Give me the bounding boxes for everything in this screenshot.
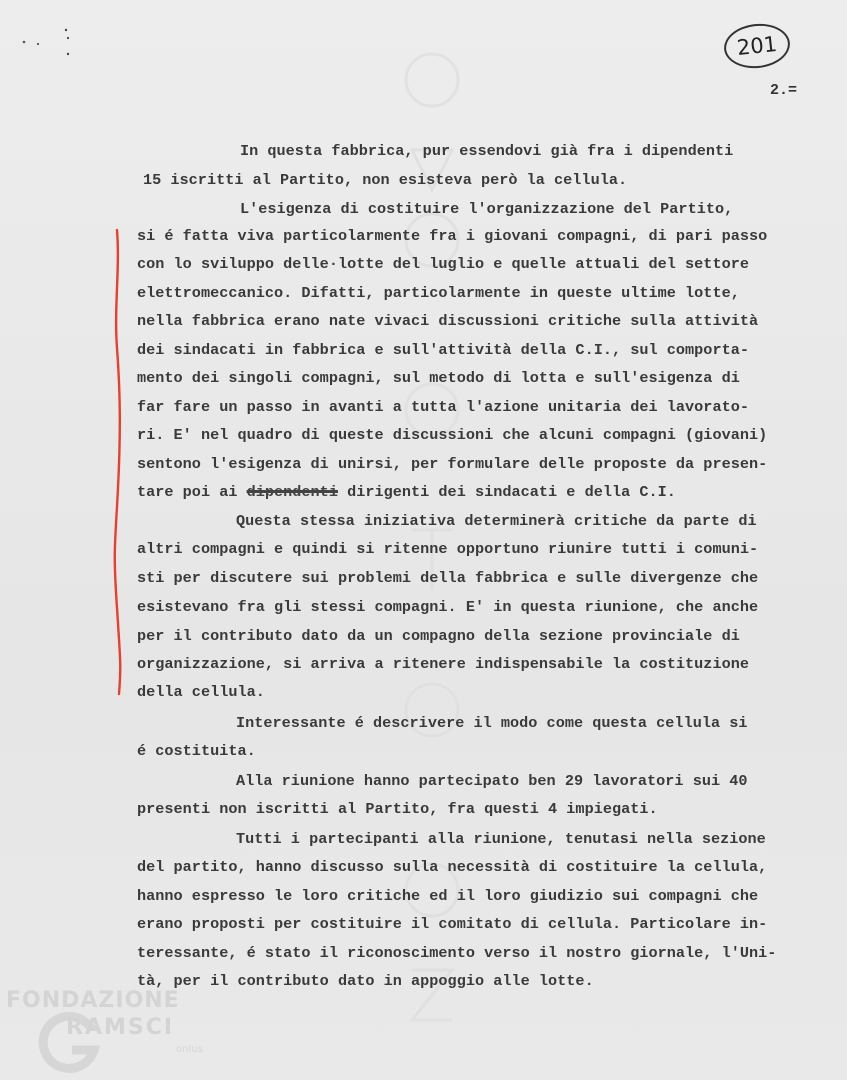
- text-line: Alla riunione hanno partecipato ben 29 lavoratori sui 40: [236, 772, 748, 790]
- text-line: In questa fabbrica, pur essendovi già fra i dipendenti: [240, 142, 734, 160]
- red-margin-mark: [108, 228, 128, 698]
- text-line: sti per discutere sui problemi della fabbrica e sulle divergenze che: [137, 569, 759, 587]
- paper-specks: [18, 26, 78, 66]
- logo-text-gramsci: RAMSCI: [66, 1015, 175, 1040]
- text-segment: dirigenti dei sindacati e della C.I.: [337, 483, 676, 501]
- logo-text-fondazione: FONDAZIONE: [6, 988, 180, 1013]
- text-line: esistevano fra gli stessi compagni. E' in questa riunione, che anche: [137, 598, 759, 616]
- page-index: 2.=: [770, 82, 798, 99]
- text-line: organizzazione, si arriva a ritenere indispensabile la costituzione: [137, 655, 749, 673]
- text-line: del partito, hanno discusso sulla necessità di costituire la cellula,: [137, 858, 768, 876]
- text-line: mento dei singoli compagni, sul metodo di lotta e sull'esigenza di: [137, 369, 740, 387]
- text-line: della cellula.: [137, 683, 265, 701]
- text-line: nella fabbrica erano nate vivaci discussioni critiche sulla attività: [137, 312, 759, 330]
- text-line: dei sindacati in fabbrica e sull'attività della C.I., sul comporta-: [137, 341, 749, 359]
- archive-page-number-text: 201: [735, 31, 779, 61]
- text-line: si é fatta viva particolarmente fra i giovani compagni, di pari passo: [137, 227, 768, 245]
- text-line: ri. E' nel quadro di queste discussioni che alcuni compagni (giovani): [137, 426, 768, 444]
- text-segment: tare poi ai: [137, 483, 247, 501]
- text-line: teressante, é stato il riconoscimento verso il nostro giornale, l'Uni-: [137, 944, 777, 962]
- text-line: L'esigenza di costituire l'organizzazione del Partito,: [240, 200, 734, 218]
- text-line: elettromeccanico. Difatti, particolarmente in queste ultime lotte,: [137, 284, 740, 302]
- text-line: Tutti i partecipanti alla riunione, tenutasi nella sezione: [236, 830, 766, 848]
- text-line: presenti non iscritti al Partito, fra questi 4 impiegati.: [137, 800, 658, 818]
- text-line-with-strikeout: [137, 482, 676, 502]
- text-line: tà, per il contributo dato in appoggio alle lotte.: [137, 972, 594, 990]
- text-line: Questa stessa iniziativa determinerà critiche da parte di: [236, 512, 757, 530]
- text-line: erano proposti per costituire il comitato di cellula. Particolare in-: [137, 915, 768, 933]
- struck-out-word: dipendenti: [246, 483, 338, 501]
- logo-text-onlus: onlus: [176, 1044, 203, 1055]
- text-line: altri compagni e quindi si ritenne opportuno riunire tutti i comuni-: [137, 540, 759, 558]
- fondazione-gramsci-logo: [0, 988, 230, 1078]
- text-line: sentono l'esigenza di unirsi, per formulare delle proposte da presen-: [137, 455, 768, 473]
- text-line: Interessante é descrivere il modo come questa cellula si: [236, 714, 748, 732]
- text-line: é costituita.: [137, 742, 256, 760]
- archive-page-number: [722, 21, 792, 72]
- text-line: far fare un passo in avanti a tutta l'azione unitaria dei lavorato-: [137, 398, 749, 416]
- text-line: 15 iscritti al Partito, non esisteva però la cellula.: [143, 171, 628, 189]
- text-line: per il contributo dato da un compagno della sezione provinciale di: [137, 627, 740, 645]
- text-line: hanno espresso le loro critiche ed il loro giudizio sui compagni che: [137, 887, 759, 905]
- text-line: con lo sviluppo delle·lotte del luglio e quelle attuali del settore: [137, 255, 749, 273]
